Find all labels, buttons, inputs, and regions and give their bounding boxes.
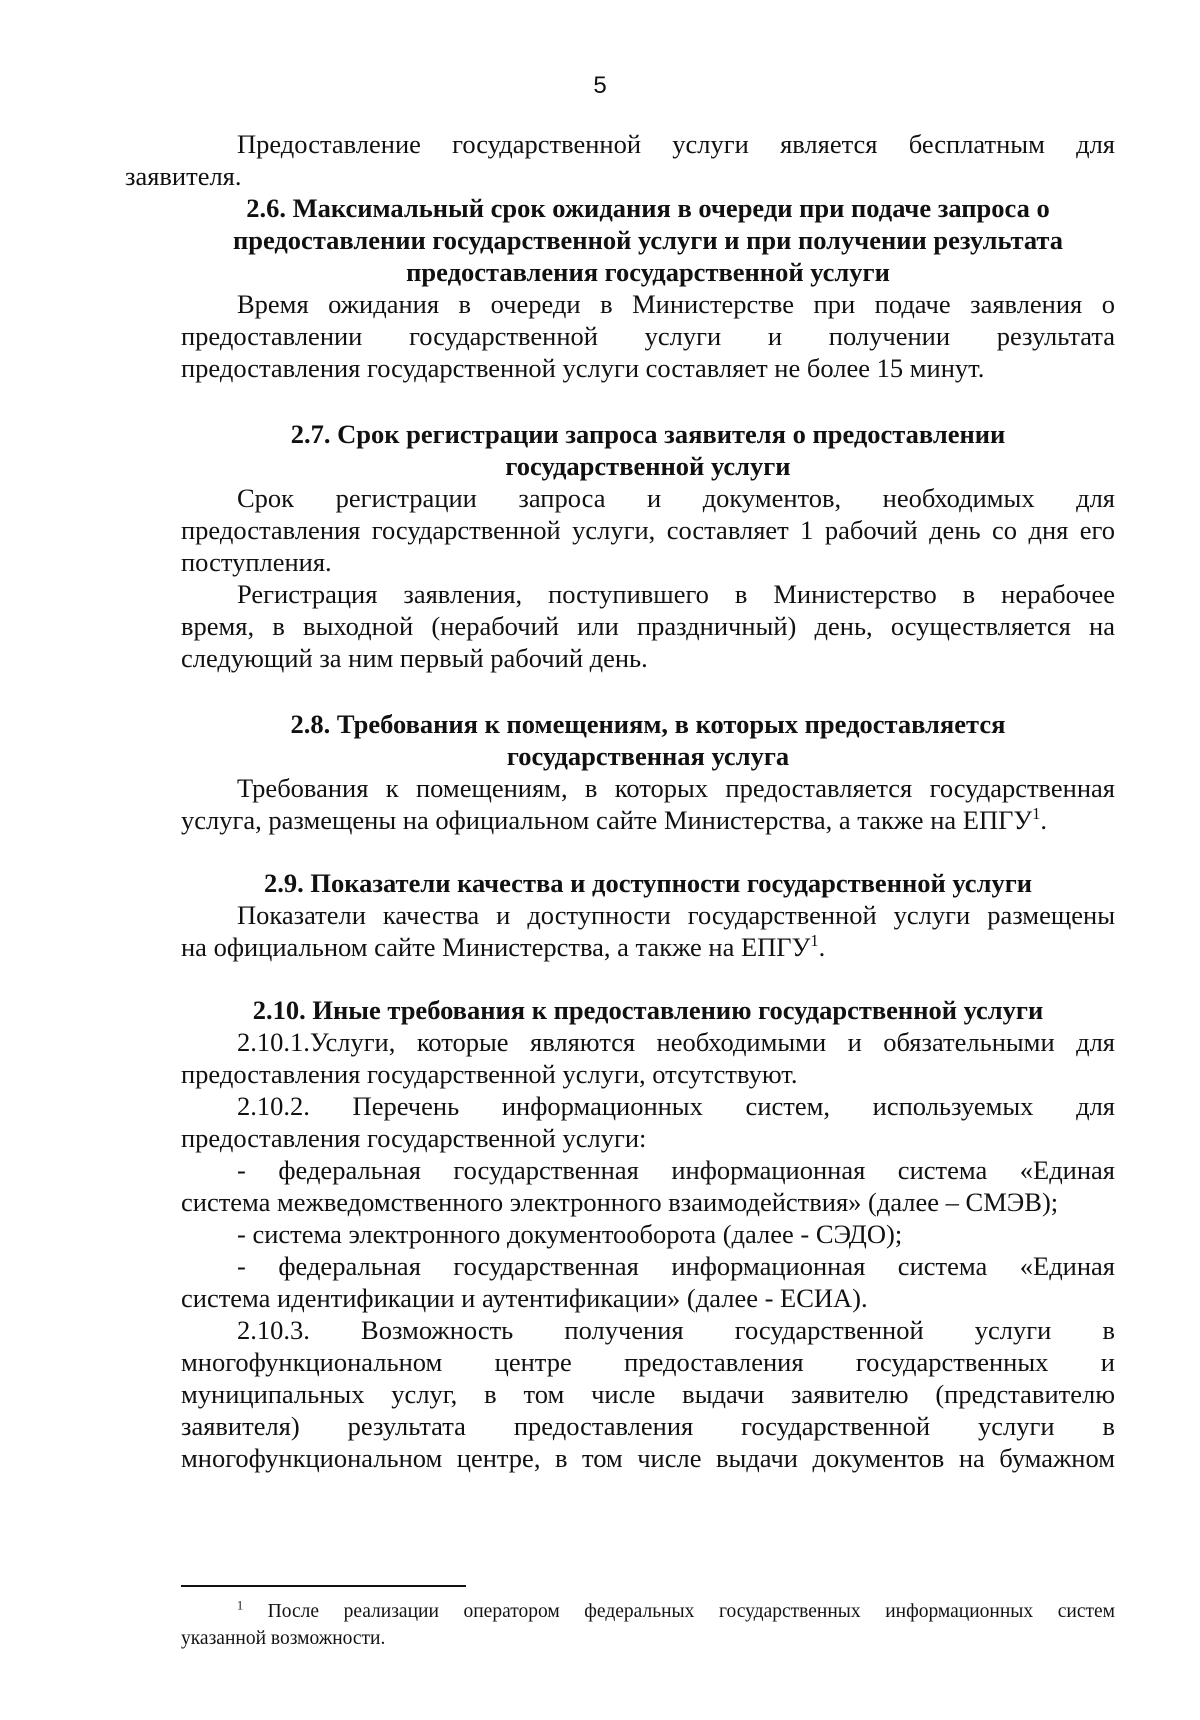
heading-line: предоставлении государственной услуги и при получении результата (232, 225, 1063, 255)
text-fragment: . (1040, 805, 1048, 835)
text-fragment: После реализации оператором федеральных государственных информационных систем (267, 1601, 1115, 1622)
text-line: предоставления государственной услуги составляет не более 15 минут. (181, 353, 985, 383)
spacer (181, 963, 1115, 994)
text-line: Регистрация заявления, поступившего в Министерство в нерабочее (237, 579, 1115, 609)
text-line: муниципальных услуг, в том числе выдачи заявителю (представителю (181, 1379, 1115, 1409)
footnote-separator (181, 1585, 466, 1587)
text-line: многофункциональном центре, в том числе выдачи документов на бумажном (181, 1443, 1115, 1473)
text-fragment: . (818, 932, 826, 962)
text-line: система межведомственного электронного взаимодействия» (далее – СМЭВ); (181, 1187, 1059, 1217)
spacer (181, 384, 1115, 418)
heading-line: предоставления государственной услуги (406, 257, 890, 287)
text-line: 2.10.3. Возможность получения государственной услуги в (237, 1315, 1115, 1345)
text-line (181, 1598, 1115, 1625)
text-line: Срок регистрации запроса и документов, необходимых для (237, 483, 1115, 513)
text-line (181, 931, 1115, 963)
text-line: Требования к помещениям, в которых предоставляется государственная (237, 773, 1115, 803)
intro-paragraph (125, 128, 1115, 192)
text-fragment: услуга, размещены на официальном сайте Министерства, а также на ЕПГУ (181, 805, 1033, 835)
section-2-7-paragraph-2 (181, 578, 1115, 674)
section-2-9-heading: 2.9. Показатели качества и доступности государственной услуги (263, 868, 1032, 898)
text-line: - система электронного документооборота (далее - СЭДО); (237, 1219, 903, 1249)
section-2-8-body (181, 772, 1115, 836)
footnote-reference: 1 (810, 931, 819, 951)
text-line: 2.10.1.Услуги, которые являются необходимыми и обязательными для (237, 1027, 1115, 1057)
section-2-6-body (181, 288, 1115, 384)
heading-line: государственной услуги (505, 451, 791, 481)
section-2-8-heading (181, 708, 1115, 772)
text-line: Показатели качества и доступности государственной услуги размещены (237, 900, 1115, 930)
text-line: - федеральная государственная информационная система «Единая (237, 1251, 1115, 1281)
text-line: время, в выходной (нерабочий или праздничный) день, осуществляется на (181, 611, 1115, 641)
text-line: Время ожидания в очереди в Министерстве при подаче заявления о (237, 289, 1115, 319)
section-2-10-1 (181, 1026, 1115, 1090)
text-fragment: на официальном сайте Министерства, а также на ЕПГУ (181, 932, 811, 962)
text-line: 2.10.2. Перечень информационных систем, используемых для (237, 1091, 1115, 1121)
footnote-mark: 1 (237, 1598, 244, 1613)
text-line: многофункциональном центре предоставления государственных и (181, 1347, 1115, 1377)
heading-line: 2.6. Максимальный срок ожидания в очереди при подаче запроса о (246, 193, 1050, 223)
footnote-reference: 1 (1032, 804, 1041, 824)
list-item (181, 1218, 1115, 1250)
section-2-10-2 (181, 1090, 1115, 1154)
list-item (181, 1250, 1115, 1314)
text-line: указанной возможности. (181, 1628, 386, 1649)
text-line: - федеральная государственная информационная система «Единая (237, 1155, 1115, 1185)
text-line: система идентификации и аутентификации» (далее - ЕСИА). (181, 1283, 868, 1313)
spacer (181, 836, 1115, 867)
spacer (181, 674, 1115, 708)
text-line: предоставления государственной услуги, отсутствуют. (181, 1059, 798, 1089)
page-number: 5 (593, 72, 607, 99)
section-2-6-heading (181, 192, 1115, 288)
text-line: заявителя. (125, 161, 242, 191)
page-content (125, 128, 1115, 1474)
footnote (181, 1598, 1115, 1652)
list-item (181, 1154, 1115, 1218)
text-line: заявителя) результата предоставления государственной услуги в (181, 1411, 1115, 1441)
text-line: следующий за ним первый рабочий день. (181, 643, 648, 673)
heading-line: 2.7. Срок регистрации запроса заявителя о предоставлении (290, 419, 1006, 449)
section-2-10-3 (181, 1314, 1115, 1474)
text-line: поступления. (181, 547, 332, 577)
text-line: предоставления государственной услуги, составляет 1 рабочий день со дня его (181, 515, 1115, 545)
heading-line: государственная услуга (506, 741, 790, 771)
text-line: Предоставление государственной услуги является бесплатным для (237, 129, 1115, 159)
text-line: предоставлении государственной услуги и получении результата (181, 321, 1115, 351)
section-2-10-heading: 2.10. Иные требования к предоставлению государственной услуги (252, 995, 1044, 1025)
section-2-7-paragraph-1 (181, 482, 1115, 578)
text-line (181, 804, 1115, 836)
heading-line: 2.8. Требования к помещениям, в которых предоставляется (290, 709, 1006, 739)
section-2-7-heading (181, 418, 1115, 482)
section-2-9-body (181, 899, 1115, 963)
text-line: предоставления государственной услуги: (181, 1123, 647, 1153)
